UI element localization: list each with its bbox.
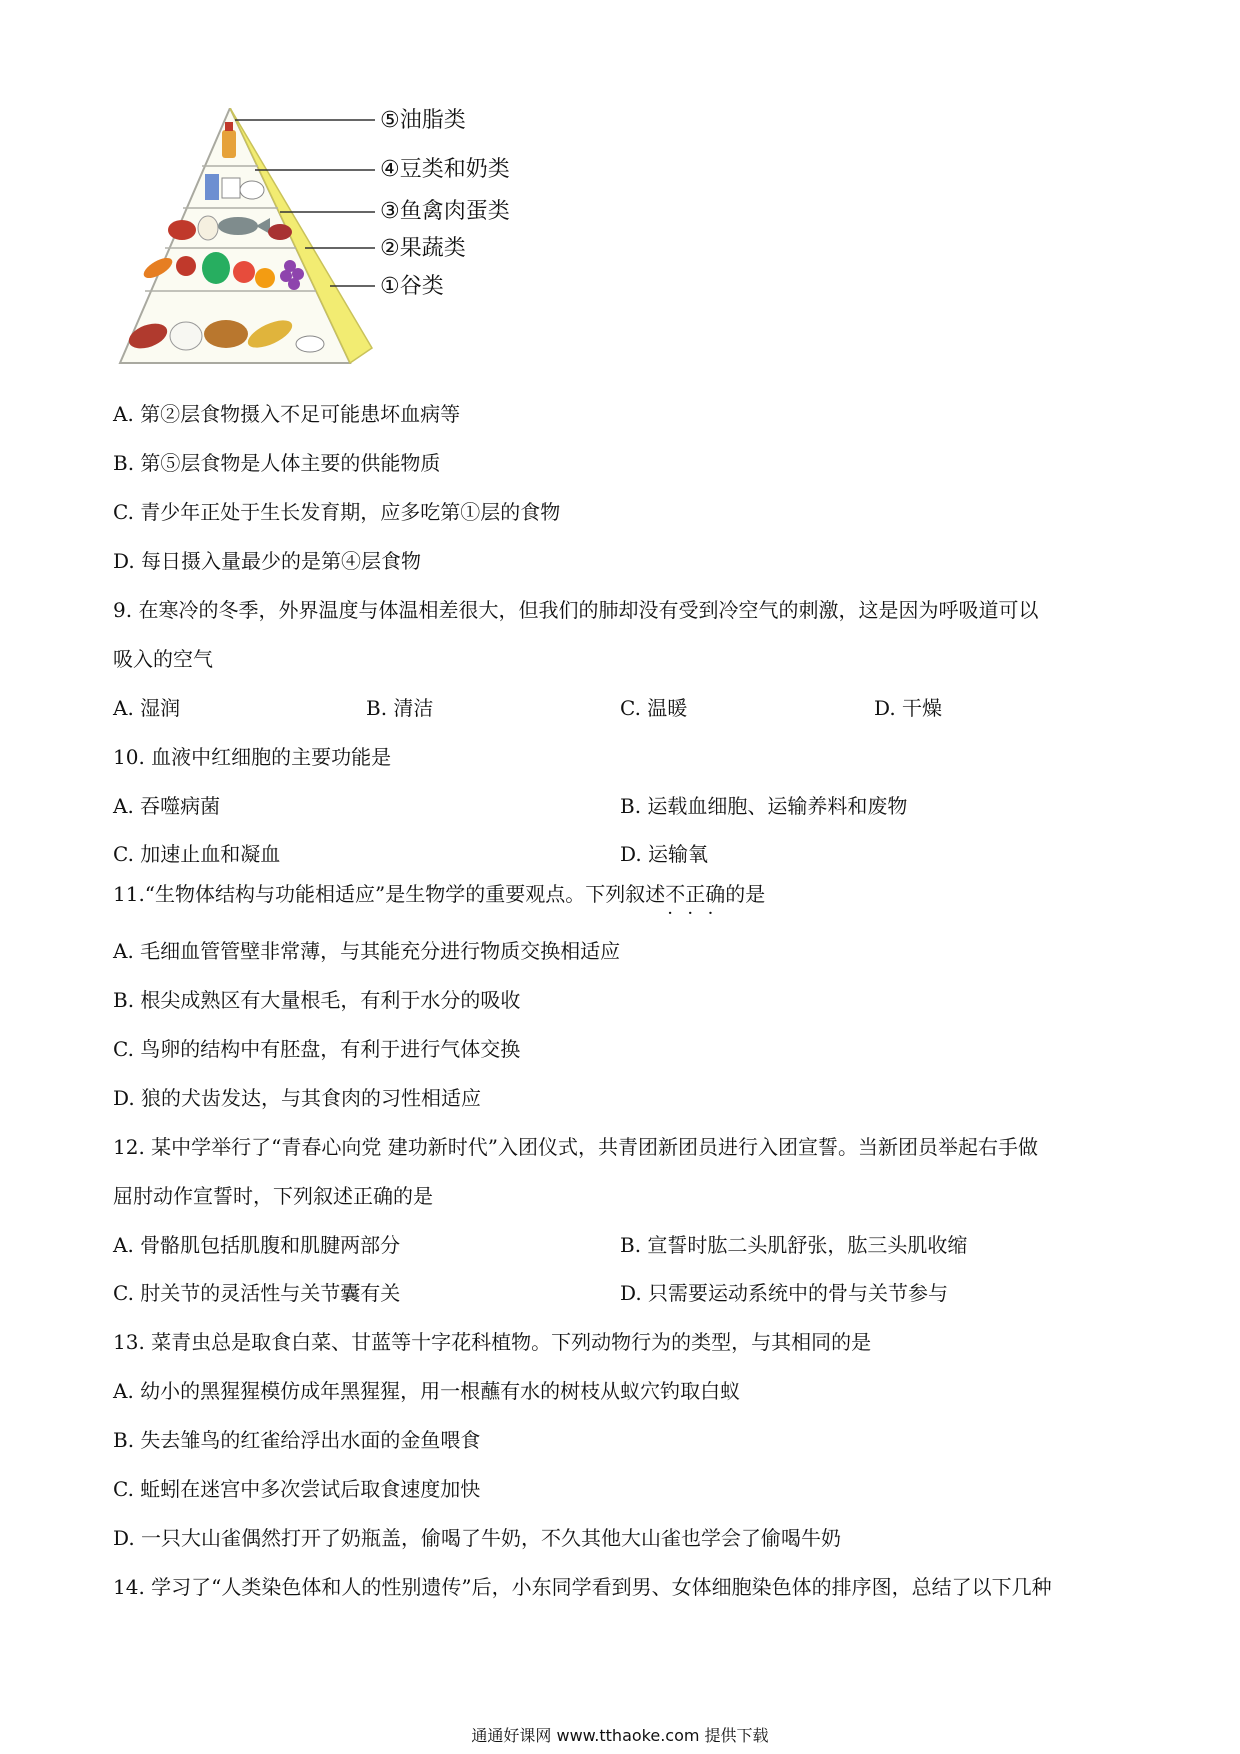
q12-option-d: D. 只需要运动系统中的骨与关节参与 <box>620 1281 949 1305</box>
q9-option-b: B. 清洁 <box>366 696 434 720</box>
q9-stem-line2: 吸入的空气 <box>113 647 213 671</box>
q10-option-d: D. 运输氧 <box>620 842 709 866</box>
q9-stem-line1: 9. 在寒冷的冬季，外界温度与体温相差很大，但我们的肺却没有受到冷空气的刺激，这是因为呼吸道可以 <box>113 598 1039 622</box>
q8-option-c: C. 青少年正处于生长发育期，应多吃第①层的食物 <box>113 500 561 524</box>
q12-option-a: A. 骨骼肌包括肌腹和肌腱两部分 <box>113 1233 401 1257</box>
q11-option-b: B. 根尖成熟区有大量根毛，有利于水分的吸收 <box>113 988 521 1012</box>
q12-stem-line1: 12. 某中学举行了“青春心向党 建功新时代”入团仪式，共青团新团员进行入团宣誓。当新团员举起右手做 <box>113 1135 1038 1159</box>
label-fruits-veg: ②果蔬类 <box>380 236 466 261</box>
q11-option-d: D. 狼的犬齿发达，与其食肉的习性相适应 <box>113 1086 482 1110</box>
label-fish-meat-eggs: ③鱼禽肉蛋类 <box>380 199 510 224</box>
q10-option-c: C. 加速止血和凝血 <box>113 842 281 866</box>
label-beans-dairy: ④豆类和奶类 <box>380 157 510 182</box>
q8-option-b: B. 第⑤层食物是人体主要的供能物质 <box>113 451 441 475</box>
label-oils: ⑤油脂类 <box>380 108 466 133</box>
q13-option-d: D. 一只大山雀偶然打开了奶瓶盖，偷喝了牛奶，不久其他大山雀也学会了偷喝牛奶 <box>113 1526 842 1550</box>
q11-option-a: A. 毛细血管管壁非常薄，与其能充分进行物质交换相适应 <box>113 939 621 963</box>
q11-option-c: C. 鸟卵的结构中有胚盘，有利于进行气体交换 <box>113 1037 521 1061</box>
q13-option-c: C. 蚯蚓在迷宫中多次尝试后取食速度加快 <box>113 1477 481 1501</box>
q8-option-a: A. 第②层食物摄入不足可能患坏血病等 <box>113 402 461 426</box>
q13-option-a: A. 幼小的黑猩猩模仿成年黑猩猩，用一根蘸有水的树枝从蚁穴钓取白蚁 <box>113 1379 741 1403</box>
q11-stem-part1: 11.“生物体结构与功能相适应”是生物学的重要观点。下列叙述 <box>113 882 666 906</box>
q8-option-d: D. 每日摄入量最少的是第④层食物 <box>113 549 422 573</box>
q11-emphasis-not-correct: 不正确 · · · <box>665 882 725 906</box>
q10-option-b: B. 运载血细胞、运输养料和废物 <box>620 794 908 818</box>
q13-stem: 13. 菜青虫总是取食白菜、甘蓝等十字花科植物。下列动物行为的类型，与其相同的是 <box>113 1330 872 1354</box>
q10-option-a: A. 吞噬病菌 <box>113 794 221 818</box>
q11-stem-part2: 的是 <box>725 882 766 906</box>
label-grains: ①谷类 <box>380 274 444 299</box>
q12-option-b: B. 宣誓时肱二头肌舒张，肱三头肌收缩 <box>620 1233 968 1257</box>
q11-stem <box>113 880 765 908</box>
q14-stem: 14. 学习了“人类染色体和人的性别遗传”后，小东同学看到男、女体细胞染色体的排序图，总结了以下几种 <box>113 1575 1052 1599</box>
q9-option-c: C. 温暖 <box>620 696 688 720</box>
food-pyramid-image <box>110 108 590 368</box>
q12-stem-line2: 屈肘动作宣誓时，下列叙述正确的是 <box>113 1184 433 1208</box>
food-pyramid-figure <box>110 108 590 368</box>
page-footer: 通通好课网 www.tthaoke.com 提供下载 <box>471 1726 769 1745</box>
q9-option-d: D. 干燥 <box>874 696 943 720</box>
q10-stem: 10. 血液中红细胞的主要功能是 <box>113 745 392 769</box>
q13-option-b: B. 失去雏鸟的红雀给浮出水面的金鱼喂食 <box>113 1428 481 1452</box>
q12-option-c: C. 肘关节的灵活性与关节囊有关 <box>113 1281 401 1305</box>
q9-option-a: A. 湿润 <box>113 696 181 720</box>
